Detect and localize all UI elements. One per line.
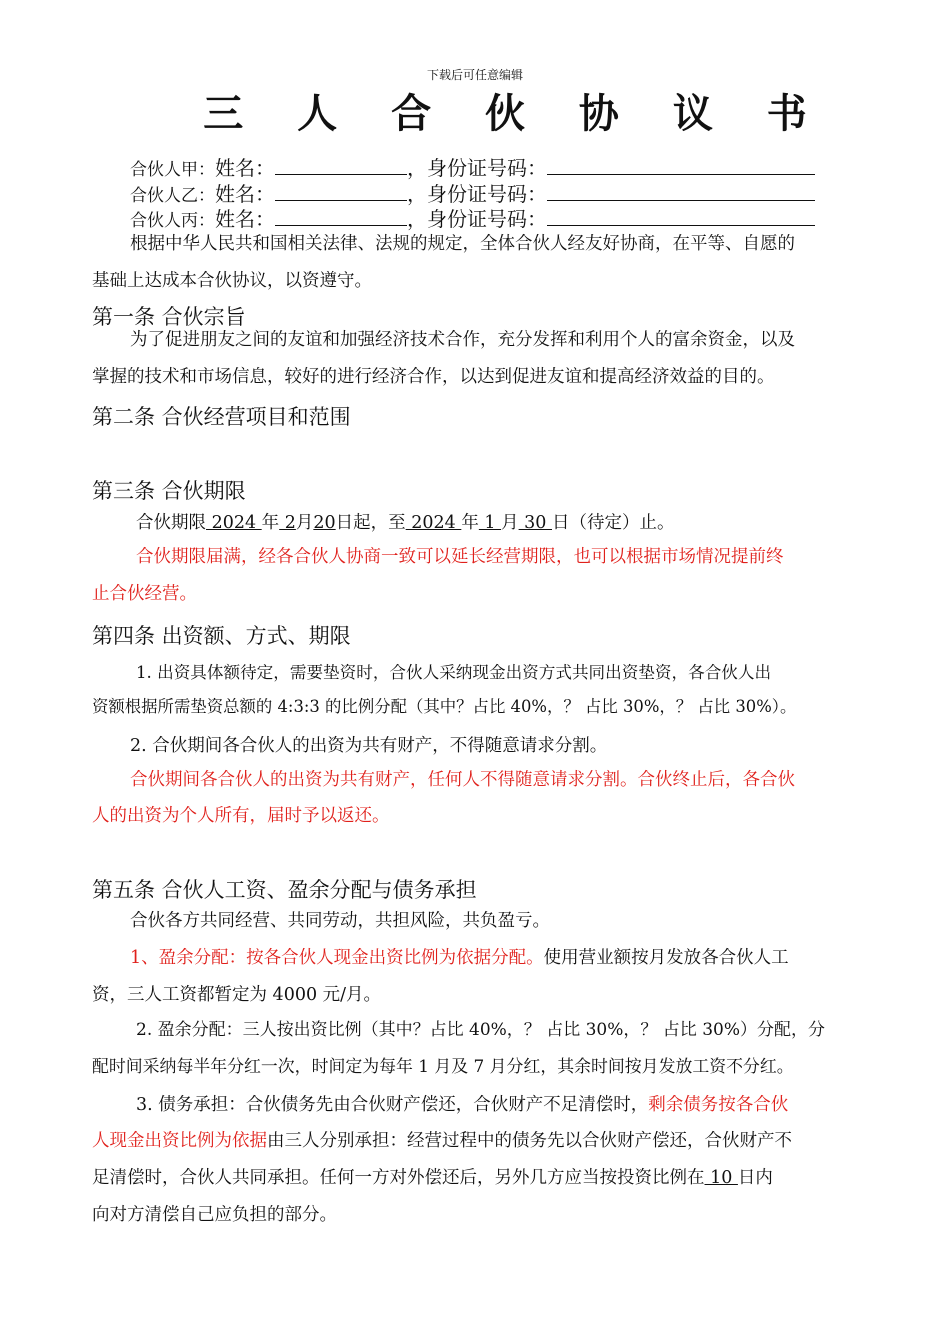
article-5-item-3-line-3-prefix: 足清偿时，合伙人共同承担。任何一方对外偿还后，另外几方应当按投资比例在 [92, 1168, 705, 1188]
article-4-heading: 第四条 出资额、方式、期限 [92, 624, 351, 648]
term-prefix: 合伙期限 [136, 513, 206, 533]
party-b-name-label: 姓名： [215, 182, 275, 206]
article-5-item-3-black: 3. 债务承担：合伙债务先由合伙财产偿还，合伙财产不足清偿时， [136, 1095, 649, 1115]
party-a-name-field[interactable] [275, 154, 407, 175]
preamble-line-2: 基础上达成本合伙协议，以资遵守。 [92, 271, 372, 291]
term-end-day: 30 [518, 513, 552, 533]
article-4-item-2: 2. 合伙期间各合伙人的出资为共有财产，不得随意请求分割。 [130, 736, 608, 756]
term-end-year: 2024 [405, 513, 462, 533]
term-start-month: 2 [279, 513, 296, 533]
article-5-item-3-line-3-suffix: 日内 [737, 1168, 773, 1188]
term-month-char-2: 月 [501, 513, 519, 533]
party-b-id-field[interactable] [547, 180, 815, 201]
article-5-heading: 第五条 合伙人工资、盈余分配与债务承担 [92, 878, 477, 902]
document-title: 三 人 合 伙 协 议 书 [203, 90, 827, 137]
term-end-month: 1 [478, 513, 502, 533]
party-b-row [130, 180, 815, 208]
party-a-label: 合伙人甲： [130, 160, 215, 180]
party-b-id-label: ，身份证号码： [407, 182, 547, 206]
article-5-item-1-rest: 使用营业额按月发放各合伙人工 [543, 948, 789, 968]
article-3-red-line-1: 合伙期限届满，经各合伙人协商一致可以延长经营期限，也可以根据市场情况提前终 [136, 547, 784, 567]
article-5-item-1-line-2: 资，三人工资都暂定为 4000 元/月。 [92, 985, 382, 1005]
term-from-char: 日起，至 [335, 513, 406, 533]
article-5-item-1-red: 1、盈余分配：按各合伙人现金出资比例为依据分配。 [130, 948, 544, 968]
article-5-item-2-line-2: 配时间采纳每半年分红一次，时间定为每年 1 月及 7 月分红，其余时间按月发放工资不分红。 [92, 1056, 794, 1076]
term-month-char: 月 [295, 513, 314, 533]
party-c-id-label: ，身份证号码： [407, 207, 547, 231]
party-c-name-field[interactable] [275, 205, 407, 226]
article-4-red-line-1: 合伙期间各合伙人的出资为共有财产，任何人不得随意请求分割。合伙终止后，各合伙 [130, 770, 795, 790]
article-3-term-line [136, 505, 675, 542]
party-b-label: 合伙人乙： [130, 186, 215, 206]
article-4-item-1-line-2: 资额根据所需垫资总额的 4:3:3 的比例分配（其中？占比 40%，？ 占比 30%，？ 占比 30%）。 [92, 697, 797, 716]
term-suffix: 日（待定）止。 [552, 513, 675, 533]
article-1-line-2: 掌握的技术和市场信息，较好的进行经济合作，以达到促进友谊和提高经济效益的目的。 [92, 367, 775, 387]
article-1-line-1: 为了促进朋友之间的友谊和加强经济技术合作，充分发挥和利用个人的富余资金，以及 [130, 330, 795, 350]
article-1-heading: 第一条 合伙宗旨 [92, 305, 246, 329]
term-year-char-2: 年 [461, 513, 479, 533]
party-a-name-label: 姓名： [215, 156, 275, 180]
header-note: 下载后可任意编辑 [426, 68, 523, 82]
term-start-day: 20 [313, 513, 336, 533]
article-5-intro: 合伙各方共同经营、共同劳动，共担风险，共负盈亏。 [130, 911, 550, 931]
term-year-char: 年 [261, 513, 280, 533]
article-3-heading: 第三条 合伙期限 [92, 479, 246, 503]
party-c-id-field[interactable] [547, 205, 815, 226]
article-5-item-3-line-1 [136, 1087, 788, 1124]
party-a-id-label: ，身份证号码： [407, 156, 547, 180]
party-c-name-label: 姓名： [215, 207, 275, 231]
term-start-year: 2024 [206, 513, 262, 533]
article-3-red-line-2: 止合伙经营。 [92, 584, 197, 604]
article-5-item-1-line-1 [130, 940, 789, 977]
article-5-item-3-line-2-black: 由三人分别承担：经营过程中的债务先以合伙财产偿还，合伙财产不 [267, 1131, 792, 1151]
article-5-item-3-line-4: 向对方清偿自己应负担的部分。 [92, 1205, 337, 1225]
party-c-label: 合伙人丙： [130, 211, 215, 231]
article-4-item-1-line-1: 1. 出资具体额待定，需要垫资时，合伙人采纳现金出资方式共同出资垫资，各合伙人出 [136, 663, 772, 682]
article-5-item-3-line-2 [92, 1123, 792, 1160]
party-a-row [130, 154, 815, 182]
article-5-item-2-line-1: 2. 盈余分配：三人按出资比例（其中？占比 40%，？ 占比 30%，？ 占比 30%）分配，分 [136, 1020, 825, 1040]
article-5-item-3-line-3 [92, 1160, 773, 1197]
party-a-id-field[interactable] [547, 154, 815, 175]
article-5-item-3-line-2-red: 人现金出资比例为依据 [92, 1131, 267, 1151]
article-2-heading: 第二条 合伙经营项目和范围 [92, 405, 351, 429]
party-b-name-field[interactable] [275, 180, 407, 201]
article-5-repay-days: 10 [704, 1168, 738, 1188]
article-4-red-line-2: 人的出资为个人所有，届时予以返还。 [92, 806, 390, 826]
article-5-item-3-red: 剩余债务按各合伙 [648, 1095, 789, 1115]
preamble-line-1: 根据中华人民共和国相关法律、法规的规定，全体合伙人经友好协商，在平等、自愿的 [130, 234, 795, 254]
